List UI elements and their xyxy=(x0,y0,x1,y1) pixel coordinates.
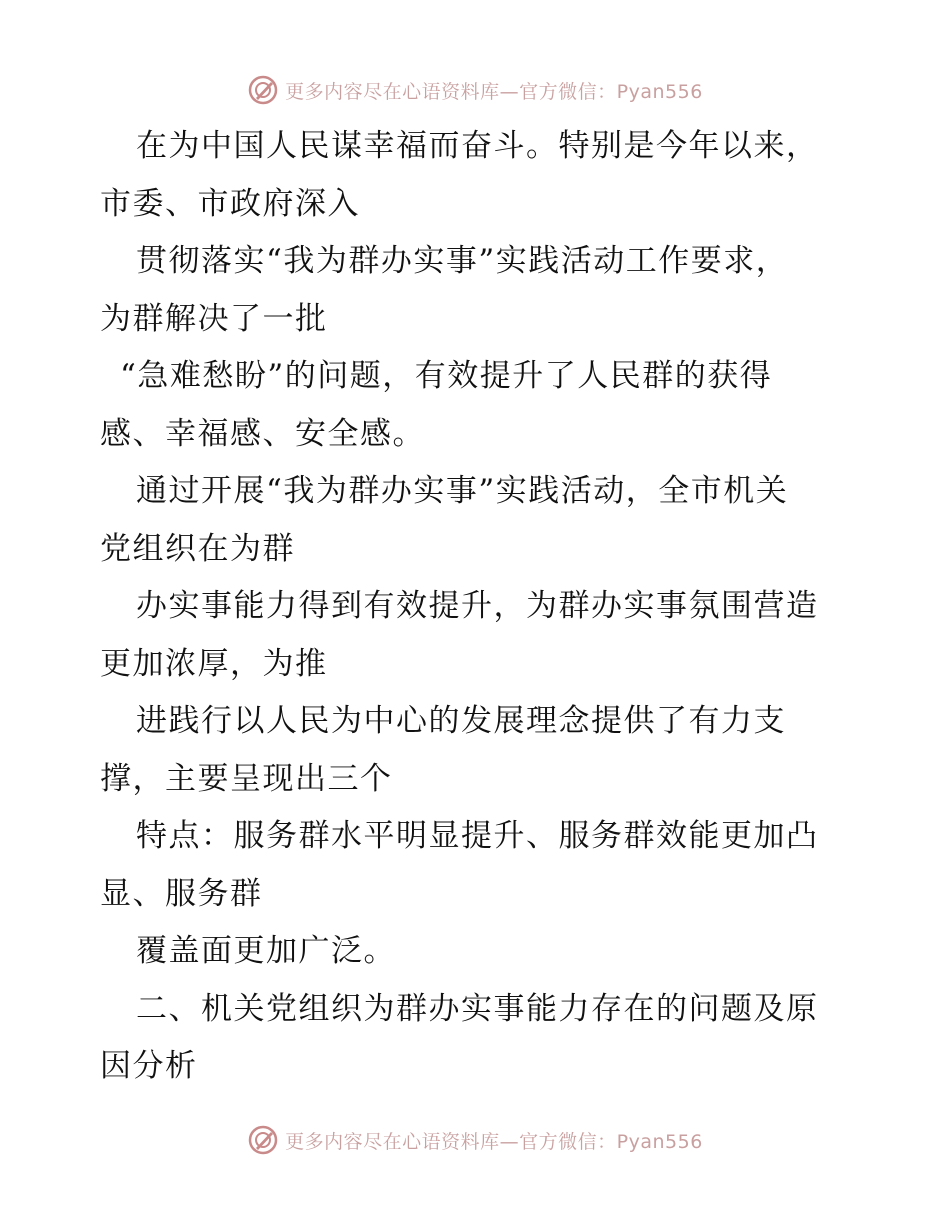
text-line: 更加浓厚，为推 xyxy=(100,645,328,682)
text-line: 在为中国人民谋幸福而奋斗。特别是今年以来， xyxy=(136,128,819,164)
text-line: 市委、市政府深入 xyxy=(100,185,360,222)
section-heading: 因分析 xyxy=(100,1048,198,1084)
text-line: 显、服务群 xyxy=(100,875,263,912)
text-line: 感、幸福感、安全感。 xyxy=(100,415,425,452)
seal-logo-icon xyxy=(247,1124,279,1156)
text-line: 特点：服务群水平明显提升、服务群效能更加凸 xyxy=(136,818,819,854)
document-body xyxy=(100,118,860,1096)
seal-logo-icon xyxy=(247,74,279,106)
text-line: 党组织在为群 xyxy=(100,530,295,567)
footer-watermark xyxy=(0,1120,950,1160)
watermark-text: 更多内容尽在心语资料库—官方微信：Pyan556 xyxy=(285,80,703,103)
text-line: 办实事能力得到有效提升，为群办实事氛围营造 xyxy=(136,588,819,624)
text-line: “急难愁盼”的问题，有效提升了人民群的获得 xyxy=(120,358,773,394)
text-line: 撑，主要呈现出三个 xyxy=(100,760,393,797)
text-line: 贯彻落实“我为群办实事”实践活动工作要求， xyxy=(136,243,789,279)
watermark-text: 更多内容尽在心语资料库—官方微信：Pyan556 xyxy=(285,1130,703,1153)
section-heading: 二、机关党组织为群办实事能力存在的问题及原 xyxy=(136,990,819,1027)
text-line: 为群解决了一批 xyxy=(100,300,328,337)
text-line: 覆盖面更加广泛。 xyxy=(136,933,396,969)
header-watermark xyxy=(0,70,950,110)
text-line: 通过开展“我为群办实事”实践活动，全市机关 xyxy=(136,473,789,509)
text-line: 进践行以人民为中心的发展理念提供了有力支 xyxy=(136,703,786,739)
